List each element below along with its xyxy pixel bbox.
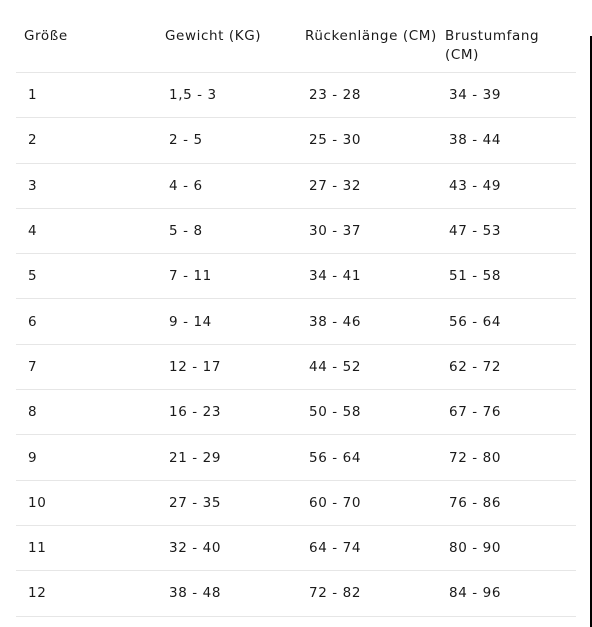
cell-chest-girth: 43 - 49 [449, 177, 502, 194]
cell-weight: 16 - 23 [169, 404, 222, 421]
cell-back-length: 25 - 30 [309, 132, 362, 149]
cell-size: 10 [28, 494, 47, 511]
cell-weight: 38 - 48 [169, 585, 222, 602]
cell-size: 3 [28, 177, 38, 194]
cell-back-length: 60 - 70 [309, 494, 362, 511]
cell-back-length: 30 - 37 [309, 223, 362, 240]
cell-back-length: 72 - 82 [309, 585, 362, 602]
cell-back-length: 50 - 58 [309, 404, 362, 421]
table-header-row [16, 20, 576, 73]
table-row [16, 571, 576, 616]
table-row [16, 526, 576, 571]
cell-chest-girth: 34 - 39 [449, 87, 502, 104]
cell-size: 9 [28, 449, 38, 466]
table-row [16, 73, 576, 118]
cell-back-length: 38 - 46 [309, 313, 362, 330]
cell-weight: 12 - 17 [169, 358, 222, 375]
cell-size: 12 [28, 585, 47, 602]
cell-chest-girth: 51 - 58 [449, 268, 502, 285]
cell-weight: 2 - 5 [169, 132, 203, 149]
cell-back-length: 44 - 52 [309, 358, 362, 375]
table-row [16, 164, 576, 209]
cell-back-length: 64 - 74 [309, 540, 362, 557]
cell-chest-girth: 84 - 96 [449, 585, 502, 602]
cell-chest-girth: 38 - 44 [449, 132, 502, 149]
cell-size: 6 [28, 313, 38, 330]
cell-size: 5 [28, 268, 38, 285]
cell-back-length: 27 - 32 [309, 177, 362, 194]
cell-weight: 5 - 8 [169, 223, 203, 240]
cell-back-length: 23 - 28 [309, 87, 362, 104]
table-row [16, 435, 576, 480]
cell-size: 2 [28, 132, 38, 149]
cell-weight: 7 - 11 [169, 268, 212, 285]
cell-chest-girth: 67 - 76 [449, 404, 502, 421]
cell-size: 1 [28, 87, 38, 104]
header-size: Größe [24, 28, 68, 44]
table-row [16, 345, 576, 390]
cell-chest-girth: 47 - 53 [449, 223, 502, 240]
table-row [16, 118, 576, 163]
cell-back-length: 56 - 64 [309, 449, 362, 466]
cell-weight: 32 - 40 [169, 540, 222, 557]
table-row [16, 299, 576, 344]
cell-weight: 9 - 14 [169, 313, 212, 330]
size-chart-table [16, 20, 576, 617]
cell-back-length: 34 - 41 [309, 268, 362, 285]
cell-chest-girth: 80 - 90 [449, 540, 502, 557]
cell-weight: 4 - 6 [169, 177, 203, 194]
cell-size: 11 [28, 540, 47, 557]
cell-chest-girth: 72 - 80 [449, 449, 502, 466]
cell-chest-girth: 56 - 64 [449, 313, 502, 330]
header-chest-girth: Brustumfang (CM) [445, 28, 540, 63]
cell-weight: 27 - 35 [169, 494, 222, 511]
cell-weight: 21 - 29 [169, 449, 222, 466]
table-row [16, 390, 576, 435]
cell-size: 7 [28, 358, 38, 375]
cell-size: 8 [28, 404, 38, 421]
table-row [16, 481, 576, 526]
cell-weight: 1,5 - 3 [169, 87, 217, 104]
cell-chest-girth: 62 - 72 [449, 358, 502, 375]
cell-chest-girth: 76 - 86 [449, 494, 502, 511]
cell-size: 4 [28, 223, 38, 240]
header-weight: Gewicht (KG) [165, 28, 262, 44]
table-row [16, 254, 576, 299]
header-back-length: Rückenlänge (CM) [305, 28, 437, 44]
table-row [16, 209, 576, 254]
